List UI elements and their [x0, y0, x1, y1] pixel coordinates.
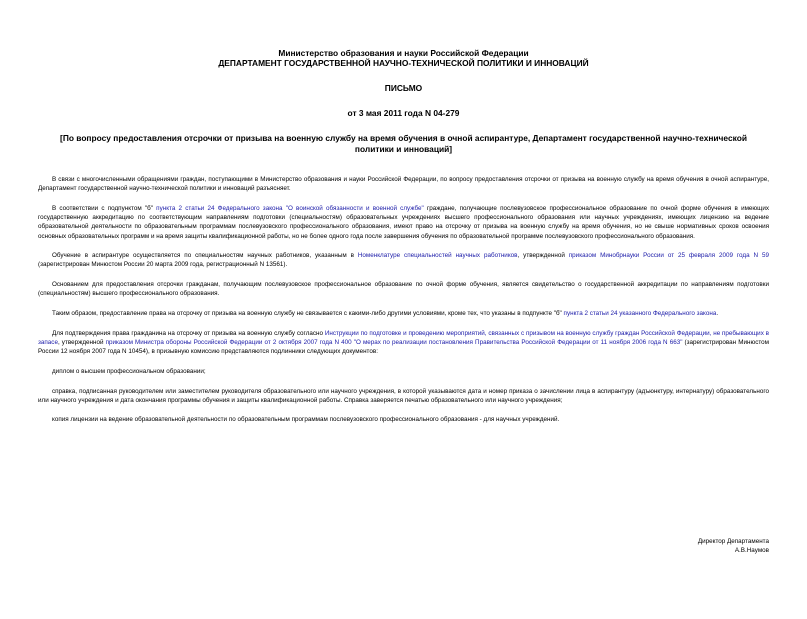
paragraph-3-text-a: Обучение в аспирантуре осуществляется по специальностям научных работников, указанным в	[52, 252, 358, 260]
ministry-title: Министерство образования и науки Российской Федерации	[278, 48, 529, 58]
defense-order-link[interactable]: приказом Министра обороны Российской Федерации от 2 октября 2007 года N 400 "О мерах по реализации постановления Правительства Российской Федерации от 11 ноября 2006 года N 663"	[105, 338, 683, 346]
paragraph-2-text-a: В соответствии с подпунктом "б"	[52, 204, 157, 212]
paragraph-6	[38, 329, 769, 357]
paragraph-3-text-c: (зарегистрирован Минюстом России 20 марта 2009 года, регистрационный N 13561).	[38, 261, 288, 269]
department-title: ДЕПАРТАМЕНТ ГОСУДАРСТВЕННОЙ НАУЧНО-ТЕХНИЧЕСКОЙ ПОЛИТИКИ И ИННОВАЦИЙ	[218, 58, 589, 68]
document-item-license: копия лицензии на ведение образовательной деятельности по образовательным программам послевузовского профессионального образования - для научных учреждений.	[52, 416, 560, 424]
paragraph-3-text-b: , утвержденной	[517, 252, 569, 260]
ministry-order-link[interactable]: приказом Минобрнауки России от 25 февраля 2009 года N 59	[568, 252, 769, 260]
paragraph-6-text-b: , утвержденной	[57, 338, 106, 346]
paragraph-2	[38, 204, 769, 241]
law-article-link[interactable]: пункта 2 статьи 24 Федерального закона "О воинской обязанности и военной службе"	[156, 204, 424, 212]
federal-law-link[interactable]: пункта 2 статьи 24 указанного Федерального закона	[563, 310, 717, 318]
document-type: ПИСЬМО	[384, 83, 423, 93]
paragraph-5	[38, 309, 769, 318]
paragraph-5-text-b: .	[716, 310, 719, 318]
document-subject: [По вопросу предоставления отсрочки от призыва на военную службу на время обучения в очной аспирантуре, Департамент государственной научно-технической политики и инноваций]	[60, 133, 747, 154]
signature-name: А.В.Наумов	[734, 547, 769, 555]
paragraph-3	[38, 251, 769, 269]
nomenclature-link[interactable]: Номенклатуре специальностей научных работников	[357, 252, 518, 260]
document-date: от 3 мая 2011 года N 04-279	[347, 108, 460, 118]
paragraph-6-text-c: (зарегистрирован Минюстом России 12 ноября 2007 года N 10454), в призывную комиссию представляются подлинники следующих документов:	[38, 338, 769, 356]
document-item-diploma: диплом о высшем профессиональном образовании;	[52, 367, 206, 375]
paragraph-1: В связи с многочисленными обращениями граждан, поступающими в Министерство образования и науки Российской Федерации, по вопросу предоставления отсрочки от призыва на военную службу на время обучения в очной аспирантуре, Департамент государственной научно-технической политики и инноваций разъясняет.	[38, 176, 769, 193]
paragraph-5-text-a: Таким образом, предоставление права на отсрочку от призыва на военную службу не связывается с какими-либо другими условиями, кроме тех, что указаны в подпункте "б"	[52, 310, 564, 318]
signature-title: Директор Департамента	[697, 538, 769, 545]
instruction-link[interactable]: Инструкции по подготовке и проведению мероприятий, связанных с призывом на военную службу граждан Российской Федерации, не пребывающих в запасе	[38, 329, 769, 346]
paragraph-2-text-b: граждане, получающие послевузовское профессиональное образование по очной форме обучения в имеющих государственную аккредитацию по соответствующим направлениям подготовки (специальностям) образовательных учреждениях высшего профессионального образования или научных учреждениях, имеющих лицензию на ведение образовательной деятельности по образовательным программам послевузовского профессионального образования, имеют право на отсрочку от призыва на военную службу на время обучения, но не свыше нормативных сроков освоения основных образовательных программ и на время защиты квалификационной работы, но не более одного года после завершения обучения по образовательной программе послевузовского профессионального образования.	[38, 204, 770, 240]
document-page	[0, 48, 807, 619]
signature-block	[698, 537, 769, 555]
paragraph-4: Основанием для предоставления отсрочки гражданам, получающим послевузовское профессиональное образование по очной форме обучения, является свидетельство о государственной аккредитации по направлениям подготовки (специальностям) высшего профессионального образования.	[38, 281, 769, 298]
paragraph-6-text-a: Для подтверждения права гражданина на отсрочку от призыва на военную службу согласно	[52, 329, 325, 337]
document-item-certificate: справка, подписанная руководителем или заместителем руководителя образовательного или научного учреждения, в которой указываются дата и номер приказа о зачислении лица в аспирантуру (адъюнктуру, интернатуру) образовательного или научного учреждения и дата окончания программы обучения и защиты квалификационной работы. Справка заверяется печатью образовательного или научного учреждения;	[38, 387, 769, 404]
